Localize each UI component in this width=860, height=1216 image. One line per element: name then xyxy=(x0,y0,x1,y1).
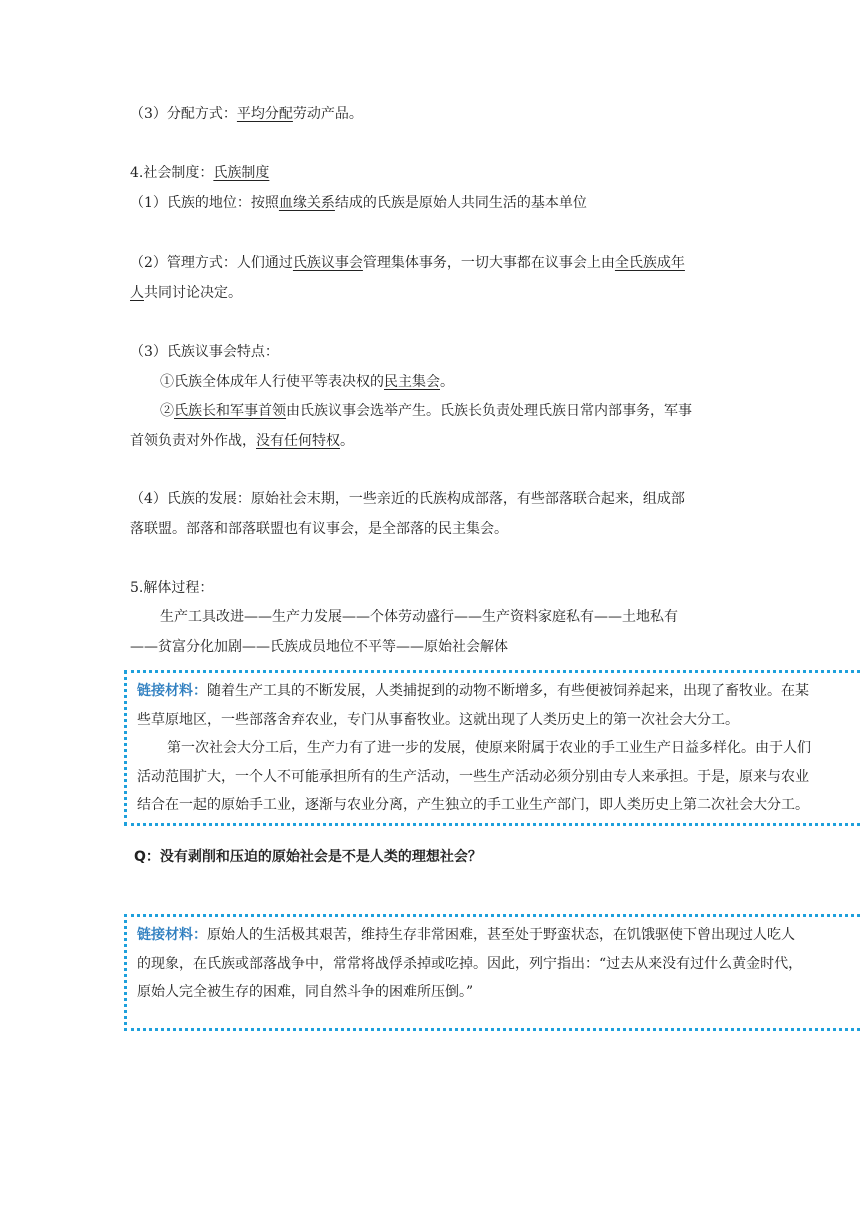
text: 。 xyxy=(440,374,454,390)
text: ——贫富分化加剧——氏族成员地位不平等——原始社会解体 xyxy=(130,639,508,655)
text: （3）分配方式： xyxy=(130,106,237,122)
question: Q：没有剥削和压迫的原始社会是不是人类的理想社会？ xyxy=(134,849,482,865)
text: （4）氏族的发展：原始社会末期，一些亲近的氏族构成部落，有些部落联合起来，组成部 xyxy=(130,491,685,507)
key-term: 氏族长和军事首领 xyxy=(174,403,286,419)
box-line: 原始人完全被生存的困难，同自然斗争的困难所压倒。” xyxy=(137,984,474,1000)
text: 结成的氏族是原始人共同生活的基本单位 xyxy=(334,195,587,211)
key-term: 氏族制度 xyxy=(213,165,270,181)
council-feature-1 xyxy=(130,367,740,397)
distribution-method xyxy=(130,99,740,129)
clan-status xyxy=(130,188,740,218)
text: 落联盟。部落和部落联盟也有议事会，是全部落的民主集会。 xyxy=(130,521,508,537)
key-term: 民主集会 xyxy=(384,374,440,390)
council-feature-2 xyxy=(130,396,740,456)
council-features-title: （3）氏族议事会特点： xyxy=(130,344,279,360)
key-term: 氏族议事会 xyxy=(292,255,363,271)
text: 生产工具改进——生产力发展——个体劳动盛行——生产资料家庭私有——土地私有 xyxy=(160,609,678,625)
section-5-title: 5.解体过程： xyxy=(130,580,214,596)
box-line: 结合在一起的原始手工业，逐渐与农业分离，产生独立的手工业生产部门，即人类历史上第二次社会大分工。 xyxy=(137,797,809,813)
box-line: 活动范围扩大，一个人不可能承担所有的生产活动，一些生产活动必须分别由专人来承担。于是，原来与农业 xyxy=(137,768,809,785)
text: 共同讨论决定。 xyxy=(144,285,242,301)
box-line: 些草原地区，一些部落舍弃农业，专门从事畜牧业。这就出现了人类历史上的第一次社会大分工。 xyxy=(137,711,739,728)
key-term: 血缘关系 xyxy=(278,195,335,211)
box-line xyxy=(137,677,860,706)
heading-text: 4.社会制度： xyxy=(130,165,214,181)
link-material-box-1 xyxy=(124,670,860,826)
text: 由氏族议事会选举产生。氏族长负责处理氏族日常内部事务，军事 xyxy=(286,403,692,419)
box-line: 第一次社会大分工后，生产力有了进一步的发展，使原来附属于农业的手工业生产日益多样化。由于人们 xyxy=(167,740,811,756)
text: 。 xyxy=(340,433,354,449)
box-line: 的现象，在氏族或部落战争中，常常将战俘杀掉或吃掉。因此，列宁指出：“过去从来没有过什么黄金时代， xyxy=(137,955,803,972)
key-term: 没有任何特权 xyxy=(256,433,340,449)
text: 首领负责对外作战， xyxy=(130,433,256,449)
link-material-box-2 xyxy=(124,914,860,1031)
link-material-label: 链接材料： xyxy=(137,683,207,699)
text: 原始人的生活极其艰苦，维持生存非常困难，甚至处于野蛮状态，在饥饿驱使下曾出现过人吃人 xyxy=(207,927,795,943)
text: （1）氏族的地位：按照 xyxy=(130,195,279,211)
text: ② xyxy=(160,403,174,419)
text: 劳动产品。 xyxy=(292,106,363,122)
key-term: 人 xyxy=(130,285,144,301)
section-4-title xyxy=(130,158,740,188)
box-line xyxy=(137,921,860,950)
text: ①氏族全体成年人行使平等表决权的 xyxy=(160,374,384,390)
link-material-label: 链接材料： xyxy=(137,927,207,943)
key-term: 全氏族成年 xyxy=(614,255,685,271)
text: 管理集体事务，一切大事都在议事会上由 xyxy=(362,255,615,271)
key-term: 平均分配 xyxy=(236,106,293,122)
management-method xyxy=(130,248,740,308)
clan-development xyxy=(130,484,740,544)
text: （2）管理方式：人们通过 xyxy=(130,255,293,271)
dissolution-process xyxy=(130,602,740,662)
text: 随着生产工具的不断发展，人类捕捉到的动物不断增多，有些便被饲养起来，出现了畜牧业。在某 xyxy=(207,683,809,699)
